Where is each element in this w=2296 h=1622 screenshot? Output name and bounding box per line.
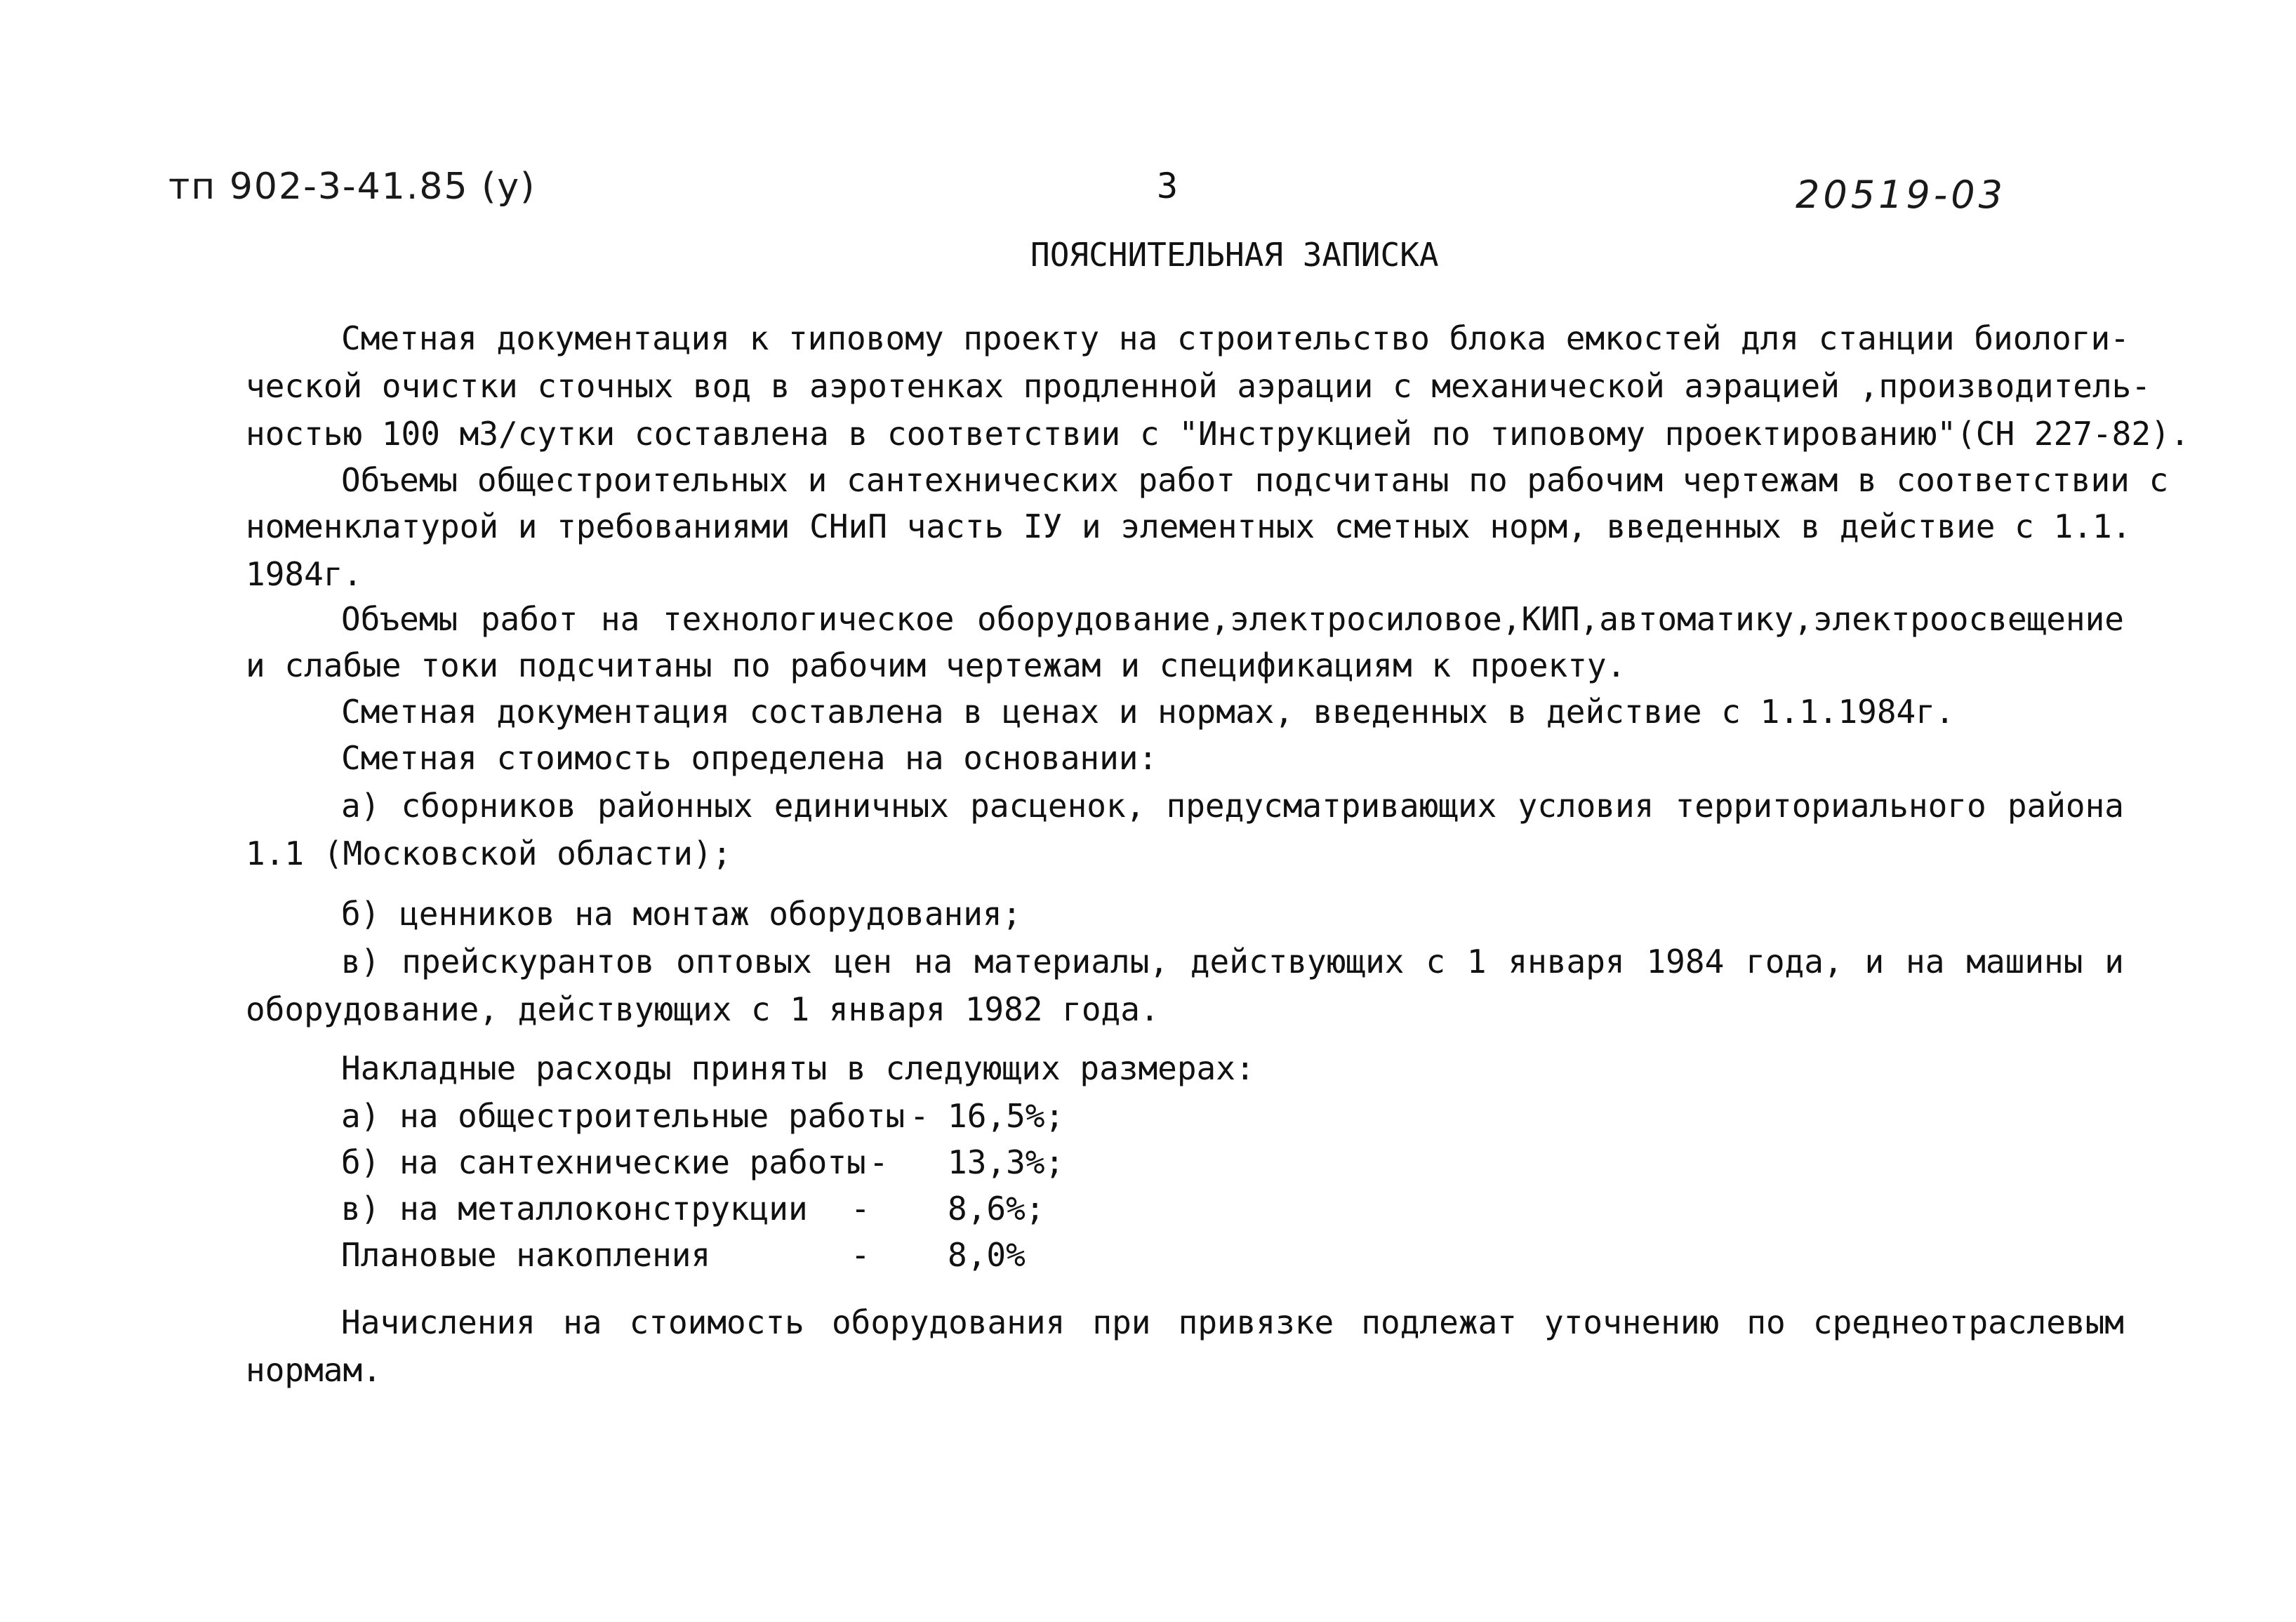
paragraph-line: Накладные расходы приняты в следующих размерах: [341,1049,1255,1087]
paragraph-line: номенклатурой и требованиями СНиП часть IУ и элементных сметных норм, введенных в действие с 1.1. [246,507,2132,545]
paragraph-line: ностью 100 м3/сутки составлена в соответствии с "Инструкцией по типовому проектированию"(СН 227-82). [246,415,2190,453]
rate-label: Плановые накопления [341,1236,711,1274]
rate-dash: - [910,1097,929,1135]
paragraph-line: нормам. [246,1351,382,1389]
rate-value: 13,3%; [948,1143,1065,1181]
paragraph-line: 1984г. [246,555,363,593]
paragraph-line: 1.1 (Московской области); [246,835,732,872]
paragraph-line: Сметная документация составлена в ценах и нормах, введенных в действие с 1.1.1984г. [341,693,1955,731]
rate-label: а) на общестроительные работы [341,1097,905,1135]
rate-value: 8,6%; [948,1190,1045,1228]
rate-label: в) на металлоконструкции [341,1190,808,1228]
paragraph-line: ческой очистки сточных вод в аэротенках продленной аэрации с механической аэрацией ,производитель- [246,367,2151,405]
page-number: 3 [1157,166,1179,206]
paragraph-line: оборудование, действующих с 1 января 1982 года. [246,990,1160,1028]
paragraph-line: Объемы общестроительных и сантехнических работ подсчитаны по рабочим чертежам в соответствии с [341,461,2169,499]
rate-value: 16,5%; [948,1097,1065,1135]
document-code: тп 902-3-41.85 (у) [168,166,536,208]
archive-number: 20519-03 [1796,173,2006,217]
rate-dash: - [869,1143,889,1181]
paragraph-line: Начисления на стоимость оборудования при привязке подлежат уточнению по среднеотраслевым [341,1303,2124,1341]
rate-dash: - [851,1236,870,1274]
rate-dash: - [851,1190,870,1228]
paragraph-line: Сметная стоимость определена на основании: [341,739,1158,777]
paragraph-line: б) ценников на монтаж оборудования; [341,895,1022,933]
paragraph-line: и слабые токи подсчитаны по рабочим чертежам и спецификациям к проекту. [246,646,1626,684]
rate-value: 8,0% [948,1236,1026,1274]
paragraph-line: в) прейскурантов оптовых цен на материалы, действующих с 1 января 1984 года, и на машины и [341,943,2124,980]
document-title: ПОЯСНИТЕЛЬНАЯ ЗАПИСКА [1030,236,1439,274]
rate-label: б) на сантехнические работы [341,1143,866,1181]
paragraph-line: а) сборников районных единичных расценок, предусматривающих условия территориального района [341,787,2124,825]
paragraph-line: Объемы работ на технологическое оборудование,электросиловое,КИП,автоматику,электроосвещение [341,600,2124,638]
paragraph-line: Сметная документация к типовому проекту на строительство блока емкостей для станции биологи- [341,319,2130,357]
